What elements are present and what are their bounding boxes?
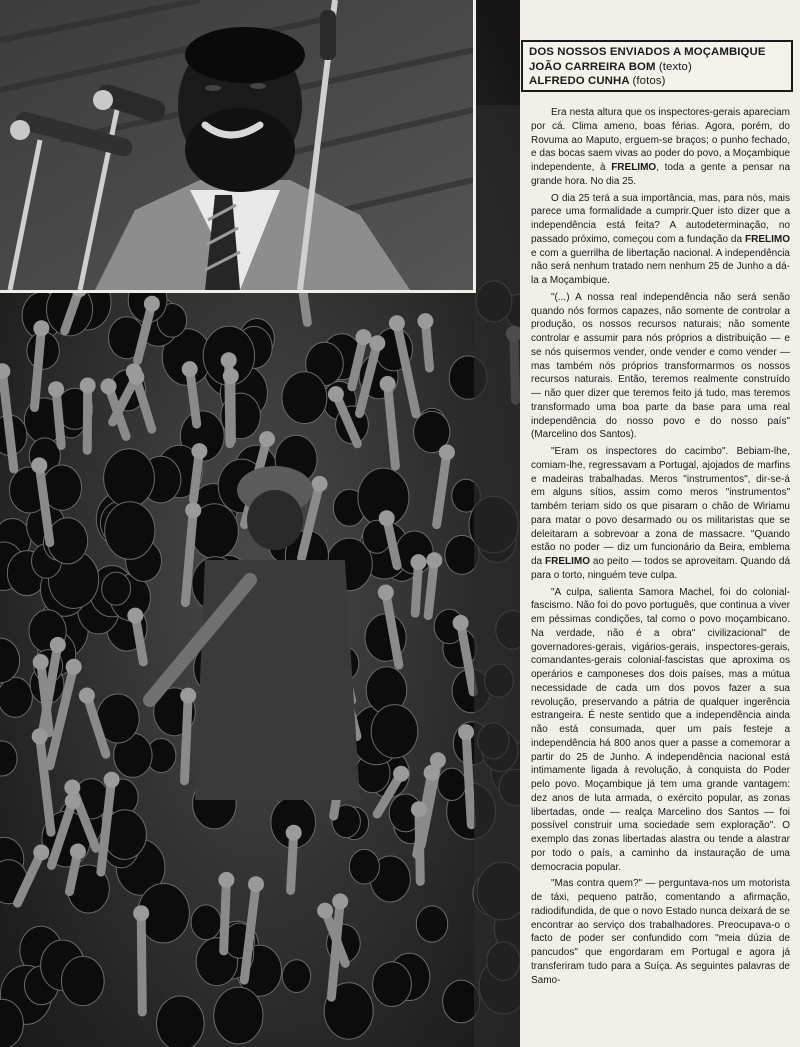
raised-fist	[104, 772, 120, 788]
crowd-head	[282, 372, 327, 424]
raised-fist	[389, 315, 405, 331]
photographer-role: (fotos)	[632, 75, 666, 87]
crowd-head	[371, 705, 418, 758]
raised-fist	[312, 476, 328, 492]
author-name: JOÃO CARREIRA BOM	[529, 60, 656, 73]
article-body	[531, 106, 790, 987]
raised-fist	[33, 844, 49, 860]
raised-fist	[424, 765, 440, 781]
raised-fist	[411, 801, 427, 817]
paragraph-5: "A culpa, salienta Samora Machel, foi do colonial-fascismo. Não foi do povo português, que continua a viver em péssimas condições, tal como o povo moçambicano. Na verdade, não é a obra" civilizacional" de governadores-gerais, vigários-gerais, inspectores-gerais, comandantes-gerais colonial-fascistas que aproxima os operários e camponeses dos dois países, mas a mútua necessidade de cada um dos povos fazer a sua revolução, preservando a pátria de qualquer ingerência estrangeira. É neste sentido que a independência ainda não está consumada, quer um país festeje a independência há 800 anos quer a passe a comemorar a partir do 25 de Junho. A independência nacional está intimamente ligada à revolução, à conquista do Poder pelo povo. Moçambique já tem uma grande vantagem: dez anos de luta armada, o exército popular, as zonas libertadas, onde — realça Marcelino dos Santos — foi possível construir uma sociedade sem exploração". O exemplo das zonas libertadas alastra ou tende a alastrar por todo o país, a caminho da instauração de uma democracia popular.	[531, 586, 790, 873]
raised-fist	[50, 637, 66, 653]
raised-fist	[218, 872, 234, 888]
raised-fist	[417, 313, 433, 329]
raised-fist	[369, 335, 385, 351]
crowd-head	[416, 906, 447, 942]
raised-fist	[223, 368, 239, 384]
raised-fist	[356, 329, 372, 345]
raised-fist	[248, 876, 264, 892]
raised-fist	[328, 386, 344, 402]
speaker-photo	[0, 0, 476, 293]
raised-fist	[458, 724, 474, 740]
raised-fist	[286, 825, 302, 841]
raised-arm	[224, 880, 227, 951]
crowd-head	[214, 987, 263, 1044]
raised-arm	[87, 386, 88, 451]
raised-fist	[33, 320, 49, 336]
raised-fist	[426, 552, 442, 568]
paragraph-2: O dia 25 terá a sua importância, mas, para nós, mais parece uma formalidade a cumprir.Quer isto dizer que a independência está feita? A autodeterminação, no passado próximo, começou com a fundação da FRELIMO e com a guerrilha de libertação nacional. A independência não será nenhum tratado nem nenhum 25 de Junho a dá-la a Moçambique.	[531, 192, 790, 286]
raised-fist	[379, 510, 395, 526]
author-role: (texto)	[658, 60, 692, 73]
crowd-head	[282, 960, 310, 993]
raised-arm	[56, 389, 61, 445]
raised-fist	[185, 502, 201, 518]
crowd-head	[105, 502, 155, 560]
raised-fist	[221, 352, 237, 368]
paragraph-3: "(...) A nossa real independência não será senão quando nós formos capazes, não somente de controlar a produção, os nossos recursos naturais; não somente controlar e assumir para nós próprios a distribuição — e se nós quisermos vender, onde vender e como vender — mas também nós próprios transformarmos os nossos recursos naturais. Então, teremos realmente construído — não quer dizer que teremos feito já tudo, mas teremos transformado uma boa parte da base para uma real independência do nosso povo e do nosso país" (Marcelino dos Santos).	[531, 291, 790, 441]
raised-arm	[185, 696, 189, 781]
raised-fist	[133, 905, 149, 921]
paragraph-1: Era nesta altura que os inspectores-gerais apareciam por cá. Clima ameno, boas férias. Agora, porém, do Rovuma ao Maputo, erguem-se braços; o punho fechado, e das bocas saem vivas ao poder do povo, a Moçambique independente, à FRELIMO, toda a gente a pensar na grande hora. No dia 25.	[531, 107, 790, 187]
raised-fist	[33, 654, 49, 670]
header-line-photographer	[529, 74, 785, 89]
raised-fist	[101, 378, 117, 394]
header-line-author	[529, 60, 785, 75]
crowd-head	[104, 449, 155, 507]
raised-fist	[127, 608, 143, 624]
crowd-head	[191, 905, 221, 940]
raised-fist	[393, 766, 409, 782]
raised-fist	[259, 431, 275, 447]
crowd-head	[349, 849, 379, 884]
raised-fist	[439, 444, 455, 460]
raised-arm	[466, 732, 471, 824]
raised-fist	[380, 376, 396, 392]
article-header	[521, 40, 793, 92]
photographer-name: ALFREDO CUNHA	[529, 75, 630, 87]
raised-fist	[31, 457, 47, 473]
raised-fist	[64, 780, 80, 796]
raised-fist	[378, 585, 394, 601]
raised-fist	[70, 844, 86, 860]
raised-fist	[48, 381, 64, 397]
speaker-photo-illustration	[0, 0, 473, 290]
paragraph-4: "Eram os inspectores do cacimbo". Bebiam-lhe, comiam-lhe, regressavam a Portugal, ajojados de marfins e madeiras trabalhadas. Meros "instrumentos", dir-se-á em alguns sítios, assim como meros "instrumentos" também teriam sido os que pisaram o chão de Wiriamu para matar o povo desarmado ou os militaristas que se deleitaram a sobrevoar a zona de massacre. "Quando estão no poder — diz um funcionário da Beira, emblema da FRELIMO ao peito — todos se aproveitam. Quando dá para o torto, ninguém teve culpa.	[531, 446, 791, 581]
header-line-title: DOS NOSSOS ENVIADOS A MOÇAMBIQUE	[529, 46, 766, 58]
paragraph-6: "Mas contra quem?" — perguntava-nos um motorista de táxi, pequeno patrão, comentando a afirmação, radiodifundida, de que o novo Estado nunca deixará de se encontrar ao serviço dos trabalhadores. Preocupava-o o facto de poder ser confundido com "meia dúzia de pancudos" que engordaram em Portugal e agora já transferiram tudo para a Suíça. As seguintes palavras de Samo-	[531, 878, 790, 986]
crowd-head	[438, 768, 466, 800]
crowd-head	[373, 962, 412, 1007]
raised-fist	[453, 615, 469, 631]
raised-fist	[332, 893, 348, 909]
raised-arm	[428, 560, 434, 615]
crowd-head	[61, 956, 104, 1005]
crowd-head	[157, 996, 205, 1047]
raised-fist	[79, 688, 95, 704]
raised-fist	[317, 903, 333, 919]
raised-fist	[411, 554, 427, 570]
raised-fist	[66, 659, 82, 675]
crowd-head	[0, 677, 32, 717]
raised-fist	[182, 361, 198, 377]
raised-fist	[144, 296, 160, 312]
raised-arm	[291, 833, 294, 891]
raised-fist	[65, 793, 81, 809]
raised-fist	[126, 363, 142, 379]
raised-fist	[80, 378, 96, 394]
raised-fist	[191, 443, 207, 459]
raised-fist	[32, 728, 48, 744]
raised-fist	[180, 688, 196, 704]
crowd-head	[102, 572, 131, 605]
raised-arm	[141, 913, 142, 1012]
